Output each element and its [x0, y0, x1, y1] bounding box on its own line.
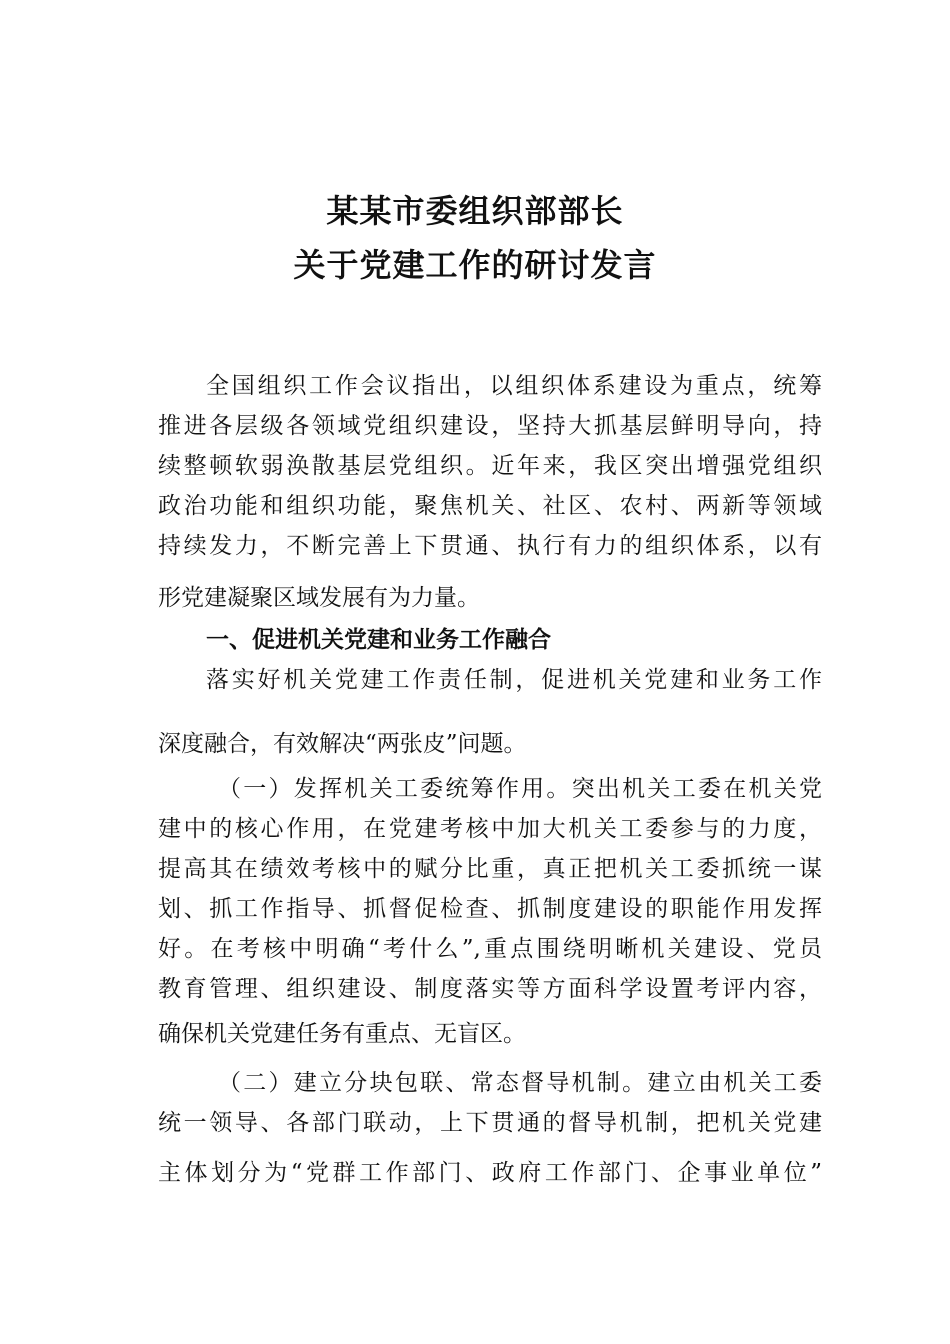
item-line: 教育管理、组织建设、制度落实等方面科学设置考评内容， — [158, 976, 822, 1002]
section-heading: 一、促进机关党建和业务工作融合 — [206, 627, 551, 653]
document-title-line-2: 关于党建工作的研讨发言 — [293, 246, 657, 284]
intro-line: 全国组织工作会议指出，以组织体系建设为重点，统筹 — [206, 373, 822, 399]
section-line: 深度融合，有效解决“两张皮”问题。 — [158, 731, 527, 757]
item-line: 统一领导、各部门联动，上下贯通的督导机制，把机关党建 — [158, 1110, 822, 1136]
item-line: 好。在考核中明确“考什么”,重点围绕明晰机关建设、党员 — [158, 936, 822, 962]
section-line: 落实好机关党建工作责任制，促进机关党建和业务工作 — [206, 667, 822, 693]
intro-line: 政治功能和组织功能，聚焦机关、社区、农村、两新等领域 — [158, 493, 822, 519]
item-line: 提高其在绩效考核中的赋分比重，真正把机关工委抓统一谋 — [158, 856, 822, 882]
item-line: （二）建立分块包联、常态督导机制。建立由机关工委 — [218, 1070, 822, 1096]
item-line: 建中的核心作用，在党建考核中加大机关工委参与的力度， — [158, 816, 822, 842]
intro-line: 形党建凝聚区域发展有为力量。 — [158, 585, 480, 611]
item-line: 划、抓工作指导、抓督促检查、抓制度建设的职能作用发挥 — [158, 896, 822, 922]
intro-line: 持续发力，不断完善上下贯通、执行有力的组织体系，以有 — [158, 533, 822, 559]
document-title-line-1: 某某市委组织部部长 — [326, 192, 624, 230]
intro-line: 推进各层级各领域党组织建设，坚持大抓基层鲜明导向，持 — [158, 413, 822, 439]
item-line: 主体划分为“党群工作部门、政府工作部门、企事业单位” — [158, 1160, 822, 1186]
item-line: 确保机关党建任务有重点、无盲区。 — [158, 1021, 526, 1047]
item-line: （一）发挥机关工委统筹作用。突出机关工委在机关党 — [218, 776, 822, 802]
intro-line: 续整顿软弱涣散基层党组织。近年来，我区突出增强党组织 — [158, 453, 822, 479]
